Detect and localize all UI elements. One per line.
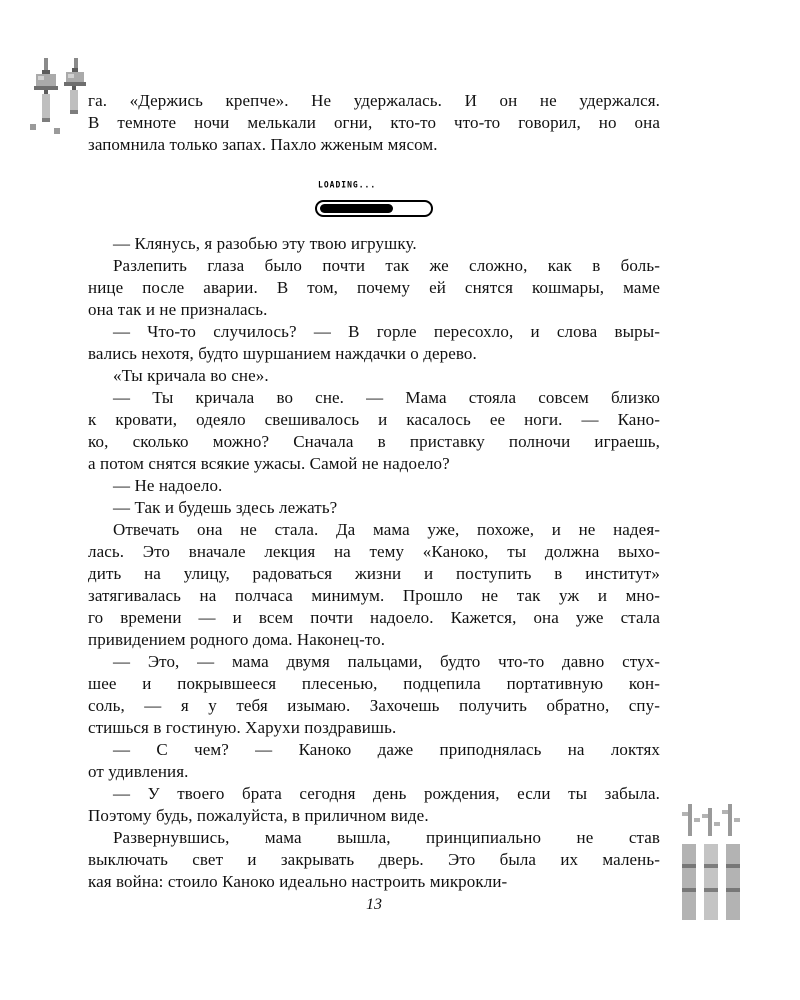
text-line: кая война: стоило Каноко идеально настроить микрокли- [88, 872, 508, 891]
bamboo-icon [676, 804, 744, 920]
text-line: Поэтому будь, пожалуйста, в приличном виде. [88, 806, 429, 825]
text-line: — Что-то случилось? — В горле пересохло, и слова выры- [113, 322, 660, 341]
text-line: — Так и будешь здесь лежать? [113, 498, 338, 517]
text-line: к кровати, одеяло свешивалось и касалось ее ноги. — Кано- [88, 410, 660, 429]
text-line: — Не надоело. [113, 476, 223, 495]
text-line: Разлепить глаза было почти так же сложно, как в боль- [113, 256, 660, 275]
text-line: нице после аварии. В том, почему ей снятся кошмары, маме [88, 278, 660, 297]
text-line: стишься в гостиную. Харухи поздравишь. [88, 718, 397, 737]
paragraph [88, 827, 660, 893]
paragraph [88, 255, 660, 321]
text-line: от удивления. [88, 762, 189, 781]
text-line: В темноте ночи мелькали огни, кто-то что-то говорил, но она [88, 113, 660, 132]
text-line: лась. Это вначале лекция на тему «Каноко, ты должна выхо- [88, 542, 660, 561]
loading-progress-graphic [315, 176, 433, 217]
text-line: привидением родного дома. Наконец-то. [88, 630, 386, 649]
wind-chime-icon [26, 58, 94, 152]
paragraph [88, 651, 660, 739]
intro-paragraph [88, 90, 660, 156]
text-line: Отвечать она не стала. Да мама уже, похоже, и не надея- [113, 520, 660, 539]
text-line: — Клянусь, я разобью эту твою игрушку. [113, 234, 417, 253]
paragraph [88, 739, 660, 783]
text-line: дить на улицу, радоваться жизни и поступить в институт» [88, 564, 660, 583]
paragraph [88, 497, 660, 519]
paragraph [88, 387, 660, 475]
loading-bar [315, 200, 433, 217]
text-line: — Ты кричала во сне. — Мама стояла совсем близко [113, 388, 660, 407]
text-line: — Это, — мама двумя пальцами, будто что-то давно стух- [113, 652, 660, 671]
paragraph [88, 783, 660, 827]
text-line: она так и не призналась. [88, 300, 268, 319]
text-line: Развернувшись, мама вышла, принципиально не став [113, 828, 660, 847]
paragraph [88, 519, 660, 651]
text-line: «Ты кричала во сне». [113, 366, 269, 385]
text-body [88, 233, 660, 893]
text-line: ко, сколько можно? Сначала в приставку полночи играешь, [88, 432, 660, 451]
text-line: го времени — и всем почти надоело. Кажется, она уже стала [88, 608, 660, 627]
text-line: — С чем? — Каноко даже приподнялась на локтях [113, 740, 660, 759]
paragraph [88, 90, 660, 156]
loading-label: LOADING... [318, 179, 377, 190]
text-line: запомнила только запах. Пахло жженым мясом. [88, 135, 438, 154]
text-line: — У твоего брата сегодня день рождения, если ты забыла. [113, 784, 660, 803]
text-column [88, 90, 660, 893]
loading-bar-fill [320, 204, 393, 213]
paragraph [88, 475, 660, 497]
text-line: затягивалась на полчаса минимум. Прошло не так уж и мно- [88, 586, 660, 605]
text-line: соль, — я у тебя изымаю. Захочешь получить обратно, спу- [88, 696, 660, 715]
paragraph [88, 233, 660, 255]
text-line: вались нехотя, будто шуршанием наждачки о дерево. [88, 344, 477, 363]
paragraph [88, 321, 660, 365]
text-line: выключать свет и закрывать дверь. Это была их малень- [88, 850, 660, 869]
text-line: шее и покрывшееся плесенью, подцепила портативную кон- [88, 674, 660, 693]
text-line: а потом снятся всякие ужасы. Самой не надоело? [88, 454, 450, 473]
page-number: 13 [366, 896, 382, 913]
paragraph [88, 365, 660, 387]
text-line: га. «Держись крепче». Не удержалась. И он не удержался. [88, 91, 660, 110]
